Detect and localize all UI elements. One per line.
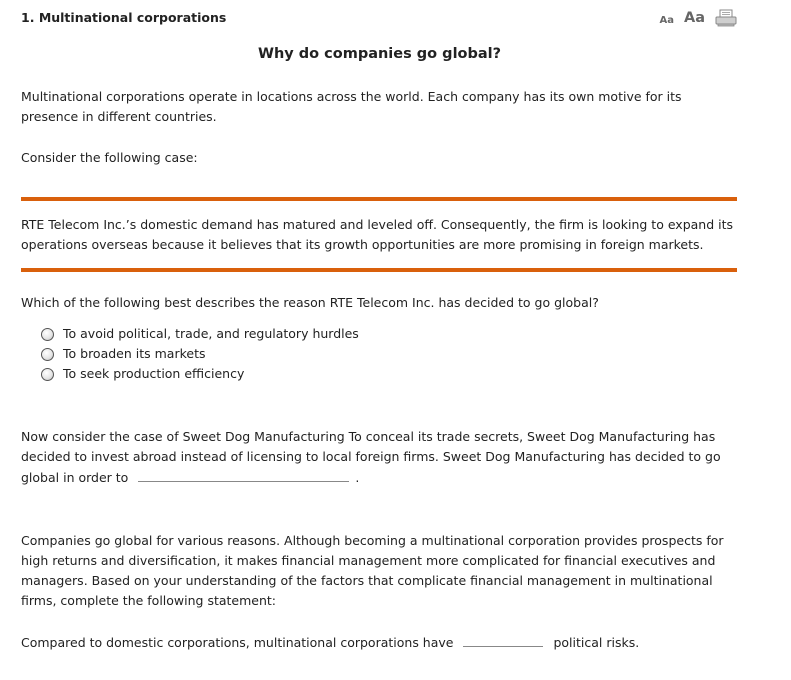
reason-dropdown[interactable] xyxy=(138,467,349,482)
option-row[interactable] xyxy=(41,324,359,344)
statement-text-before: Compared to domestic corporations, multinational corporations have xyxy=(21,635,454,650)
question-prompt: Which of the following best describes the reason RTE Telecom Inc. has decided to go global? xyxy=(21,295,599,310)
intro-text: Multinational corporations operate in locations across the world. Each company has its own motive for its presence in different countries. xyxy=(21,89,682,124)
sweet-dog-period: . xyxy=(355,470,360,485)
consider-text: Consider the following case: xyxy=(21,150,198,165)
printer-icon[interactable] xyxy=(715,9,737,27)
case-text: RTE Telecom Inc.’s domestic demand has matured and leveled off. Consequently, the firm is looking to expand its operations overseas because it believes that its growth opportunities are more promising in foreign markets. xyxy=(21,217,734,252)
radio-button[interactable] xyxy=(41,328,54,341)
radio-button[interactable] xyxy=(41,368,54,381)
font-size-large-button[interactable]: Aa xyxy=(683,10,705,26)
option-label[interactable]: To broaden its markets xyxy=(63,346,206,361)
toolbar xyxy=(659,9,737,27)
case-top-divider xyxy=(21,197,737,201)
option-row[interactable] xyxy=(41,364,359,384)
option-label[interactable]: To avoid political, trade, and regulatory hurdles xyxy=(63,326,359,341)
statement-text-after: political risks. xyxy=(553,635,640,650)
political-risk-dropdown[interactable] xyxy=(463,632,543,647)
political-risk-statement xyxy=(21,632,739,653)
sweet-dog-text: Now consider the case of Sweet Dog Manufacturing To conceal its trade secrets, Sweet Dog Manufacturing has decided to invest abroad instead of licensing to local foreign firms. Sweet Dog Manufacturing has decided to go global in order to xyxy=(21,429,721,485)
case-bottom-divider xyxy=(21,268,737,272)
page-title: Why do companies go global? xyxy=(257,46,502,62)
answer-options xyxy=(41,324,359,384)
question-number: 1. xyxy=(21,10,35,25)
radio-button[interactable] xyxy=(41,348,54,361)
closing-paragraph: Companies go global for various reasons. Although becoming a multinational corporation provides prospects for high returns and diversification, it makes financial management more complicated for financial executives and managers. Based on your understanding of the factors that complicate financial management in multinational firms, complete the following statement: xyxy=(21,533,724,608)
sweet-dog-paragraph xyxy=(21,427,739,488)
option-row[interactable] xyxy=(41,344,359,364)
question-header xyxy=(21,10,226,25)
option-label[interactable]: To seek production efficiency xyxy=(63,366,245,381)
question-heading: Multinational corporations xyxy=(38,10,227,25)
font-size-small-button[interactable]: Aa xyxy=(659,14,674,26)
